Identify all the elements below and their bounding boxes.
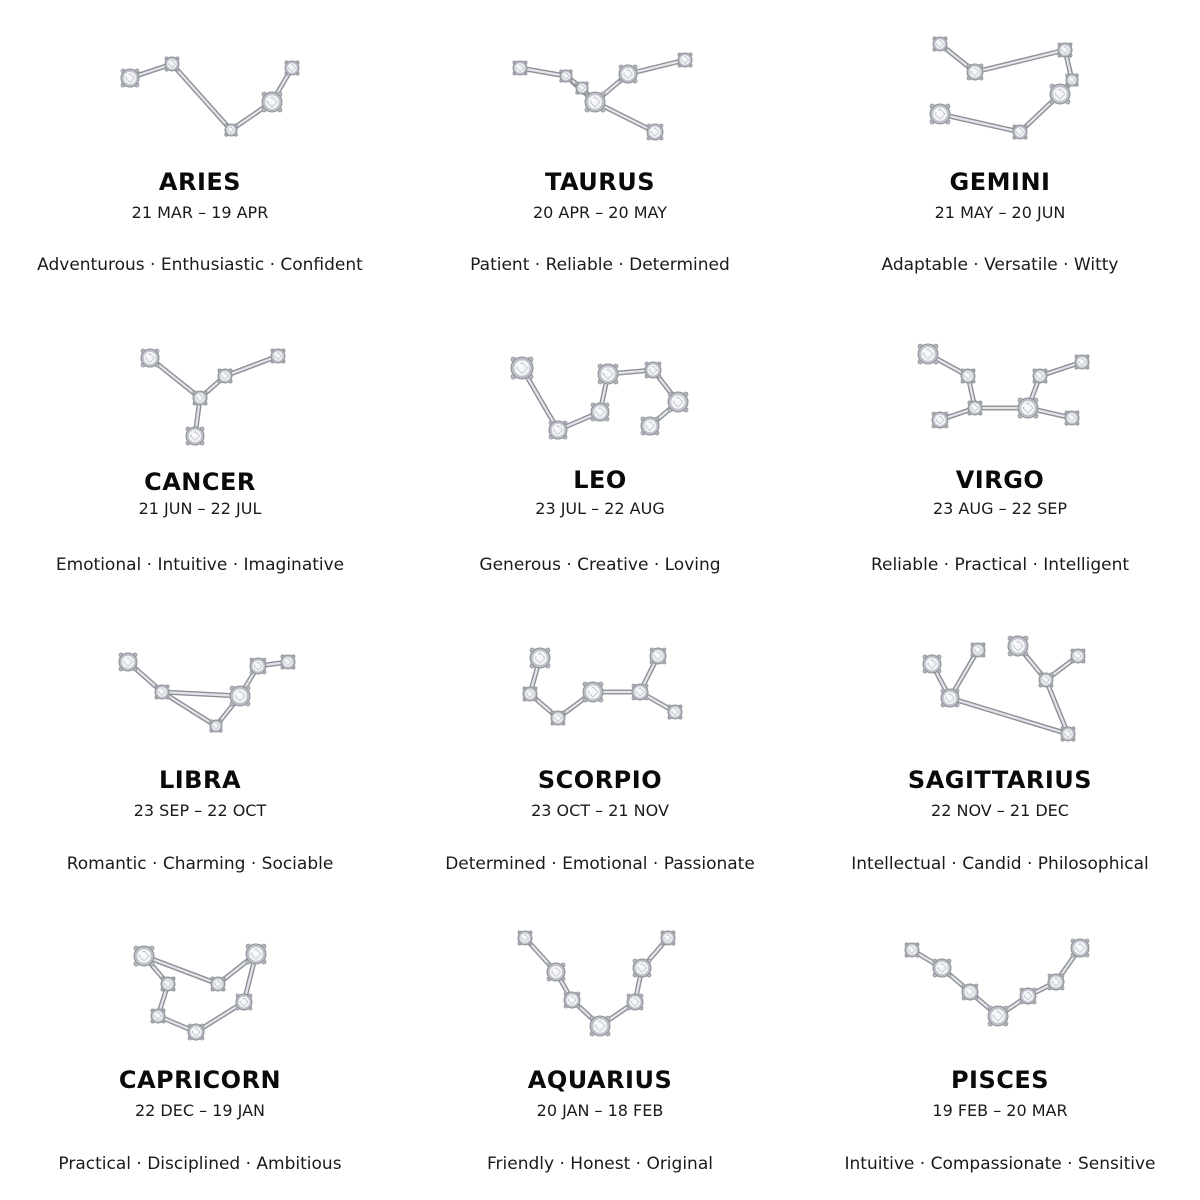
sign-dates: 19 FEB – 20 MAR bbox=[932, 1101, 1068, 1120]
sign-traits: Adaptable · Versatile · Witty bbox=[881, 255, 1119, 275]
sign-name: GEMINI bbox=[949, 168, 1051, 196]
scorpio-constellation-icon bbox=[450, 626, 750, 756]
libra-constellation-icon bbox=[50, 626, 350, 756]
sign-dates: 23 SEP – 22 OCT bbox=[133, 801, 267, 820]
sign-traits: Intellectual · Candid · Philosophical bbox=[851, 854, 1149, 874]
sign-name: AQUARIUS bbox=[527, 1066, 673, 1094]
sign-card-leo bbox=[400, 300, 800, 600]
sign-card-sagittarius bbox=[800, 600, 1200, 900]
sign-name: LEO bbox=[573, 466, 627, 494]
capricorn-constellation-icon bbox=[50, 926, 350, 1056]
sign-traits: Determined · Emotional · Passionate bbox=[445, 854, 755, 874]
sign-card-libra bbox=[0, 600, 400, 900]
aquarius-constellation-icon bbox=[450, 926, 750, 1056]
sign-name: CAPRICORN bbox=[118, 1066, 282, 1094]
cancer-constellation-icon bbox=[50, 326, 350, 456]
sign-card-aries bbox=[0, 0, 400, 300]
sign-card-gemini bbox=[800, 0, 1200, 300]
sign-name: SCORPIO bbox=[537, 766, 663, 794]
sign-dates: 21 JUN – 22 JUL bbox=[138, 499, 262, 518]
sign-dates: 21 MAY – 20 JUN bbox=[934, 203, 1066, 222]
sign-dates: 20 APR – 20 MAY bbox=[532, 203, 668, 222]
sign-traits: Generous · Creative · Loving bbox=[479, 555, 721, 575]
sign-dates: 21 MAR – 19 APR bbox=[131, 203, 269, 222]
aries-constellation-icon bbox=[50, 26, 350, 156]
sign-traits: Intuitive · Compassionate · Sensitive bbox=[844, 1154, 1156, 1174]
sign-name: SAGITTARIUS bbox=[907, 766, 1093, 794]
pisces-constellation-icon bbox=[850, 926, 1150, 1056]
sign-card-scorpio bbox=[400, 600, 800, 900]
gemini-constellation-icon bbox=[850, 26, 1150, 156]
sign-traits: Emotional · Intuitive · Imaginative bbox=[55, 555, 345, 575]
sign-name: CANCER bbox=[144, 468, 256, 496]
sign-traits: Reliable · Practical · Intelligent bbox=[870, 555, 1130, 575]
sign-traits: Patient · Reliable · Determined bbox=[470, 255, 730, 275]
sign-name: LIBRA bbox=[158, 766, 242, 794]
sign-card-aquarius bbox=[400, 900, 800, 1200]
leo-constellation-icon bbox=[450, 326, 750, 456]
sign-traits: Adventurous · Enthusiastic · Confident bbox=[37, 255, 363, 275]
sign-name: ARIES bbox=[158, 168, 242, 196]
sign-dates: 23 OCT – 21 NOV bbox=[531, 801, 669, 820]
taurus-constellation-icon bbox=[450, 26, 750, 156]
sign-dates: 23 JUL – 22 AUG bbox=[535, 499, 665, 518]
sign-card-cancer bbox=[0, 300, 400, 600]
sign-dates: 22 DEC – 19 JAN bbox=[134, 1101, 265, 1120]
sagittarius-constellation-icon bbox=[850, 626, 1150, 756]
sign-card-virgo bbox=[800, 300, 1200, 600]
sign-dates: 20 JAN – 18 FEB bbox=[536, 1101, 664, 1120]
sign-traits: Practical · Disciplined · Ambitious bbox=[58, 1154, 342, 1174]
virgo-constellation-icon bbox=[850, 326, 1150, 456]
sign-card-capricorn bbox=[0, 900, 400, 1200]
sign-card-pisces bbox=[800, 900, 1200, 1200]
sign-traits: Romantic · Charming · Sociable bbox=[66, 854, 334, 874]
sign-name: TAURUS bbox=[544, 168, 656, 196]
sign-card-taurus bbox=[400, 0, 800, 300]
sign-name: PISCES bbox=[950, 1066, 1050, 1094]
sign-name: VIRGO bbox=[955, 466, 1045, 494]
sign-dates: 23 AUG – 22 SEP bbox=[932, 499, 1068, 518]
sign-dates: 22 NOV – 21 DEC bbox=[931, 801, 1069, 820]
sign-traits: Friendly · Honest · Original bbox=[487, 1154, 713, 1174]
